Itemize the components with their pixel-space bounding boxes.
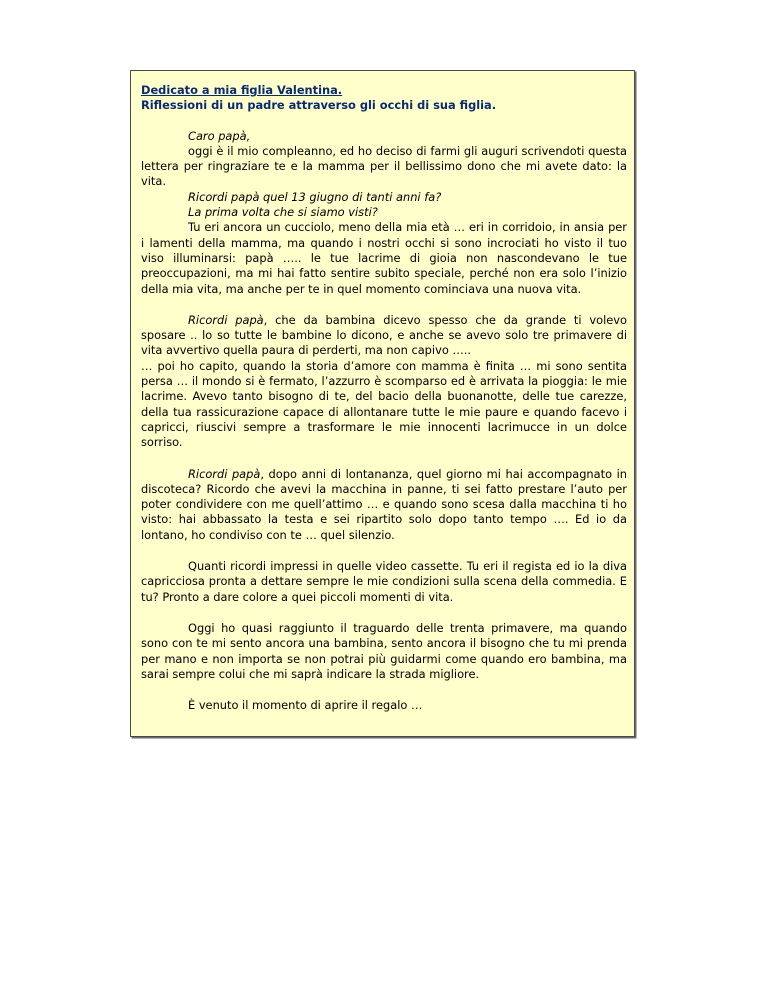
paragraph-1: oggi è il mio compleanno, ed ho deciso di farmi gli auguri scrivendoti questa lettera per ringraziare te e la mamma per il bellissimo dono che mi avete dato: la vita. <box>141 143 627 189</box>
question-2: La prima volta che si siamo visti? <box>188 205 378 220</box>
paragraph-4-text: , dopo anni di lontananza, quel giorno mi hai accompagnato in discoteca? Ricordo che avevi la macchina in panne, ti sei fatto prestare l’auto per poter condividere con me quell’attimo … e quando sono scesa dalla macchina ti ho visto: hai abbassato la testa e sei ripartito solo dopo tanto tempo …. Ed io da lontano, ho condiviso con te … quel silenzio. <box>141 466 627 542</box>
paragraph-6: Oggi ho quasi raggiunto il traguardo delle trenta primavere, ma quando sono con te mi sento ancora una bambina, sento ancora il bisogno che tu mi prenda per mano e non importa se non potrai più guidarmi come quando ero bambina, ma sarai sempre colui che mi saprà indicare la strada migliore. <box>141 620 627 681</box>
subtitle: Riflessioni di un padre attraverso gli occhi di sua figlia. <box>141 98 497 113</box>
paragraph-5: Quanti ricordi impressi in quelle video cassette. Tu eri il regista ed io la diva capricciosa pronta a dettare sempre le mie condizioni sulla scena della commedia. E tu? Pronto a dare colore a quei piccoli momenti di vita. <box>141 559 627 604</box>
paragraph-7: È venuto il momento di aprire il regalo … <box>188 698 423 713</box>
paragraph-3 <box>141 313 627 359</box>
greeting: Caro papà, <box>188 128 251 143</box>
paragraph-4 <box>141 467 627 543</box>
letter-box <box>130 70 635 737</box>
paragraph-2: Tu eri ancora un cucciolo, meno della mia età … eri in corridoio, in ansia per i lamenti della mamma, ma quando i nostri occhi si sono incrociati ho visto il tuo viso illuminarsi: papà ….. le tue lacrime di gioia non nascondevano le tue preoccupazioni, ma mi hai fatto sentire subito speciale, perché non era solo l’inizio della mia vita, ma anche per te in quel momento cominciava una nuova vita. <box>141 220 627 296</box>
paragraph-3-continued: … poi ho capito, quando la storia d’amore con mamma è finita … mi sono sentita persa … il mondo si è fermato, l’azzurro è scomparso ed è arrivata la pioggia: le mie lacrime. Avevo tanto bisogno di te, del bacio della buonanotte, delle tue carezze, della tua rassicurazione capace di allontanare tutte le mie paure e quando facevo i capricci, riuscivi sempre a trasformare le mie innocenti lacrimucce in un dolce sorriso. <box>141 358 627 450</box>
question-1: Ricordi papà quel 13 giugno di tanti anni fa? <box>188 189 442 204</box>
paragraph-3-lead: Ricordi papà <box>188 312 264 327</box>
dedication-title: Dedicato a mia figlia Valentina. <box>141 83 343 97</box>
title-block <box>141 83 627 114</box>
paragraph-4-lead: Ricordi papà <box>188 466 261 481</box>
paragraph-3-text: , che da bambina dicevo spesso che da grande ti volevo sposare .. lo so tutte le bambine lo dicono, e anche se avevo solo tre primavere di vita avvertivo quella paura di perderti, ma non capivo ….. <box>141 312 627 358</box>
